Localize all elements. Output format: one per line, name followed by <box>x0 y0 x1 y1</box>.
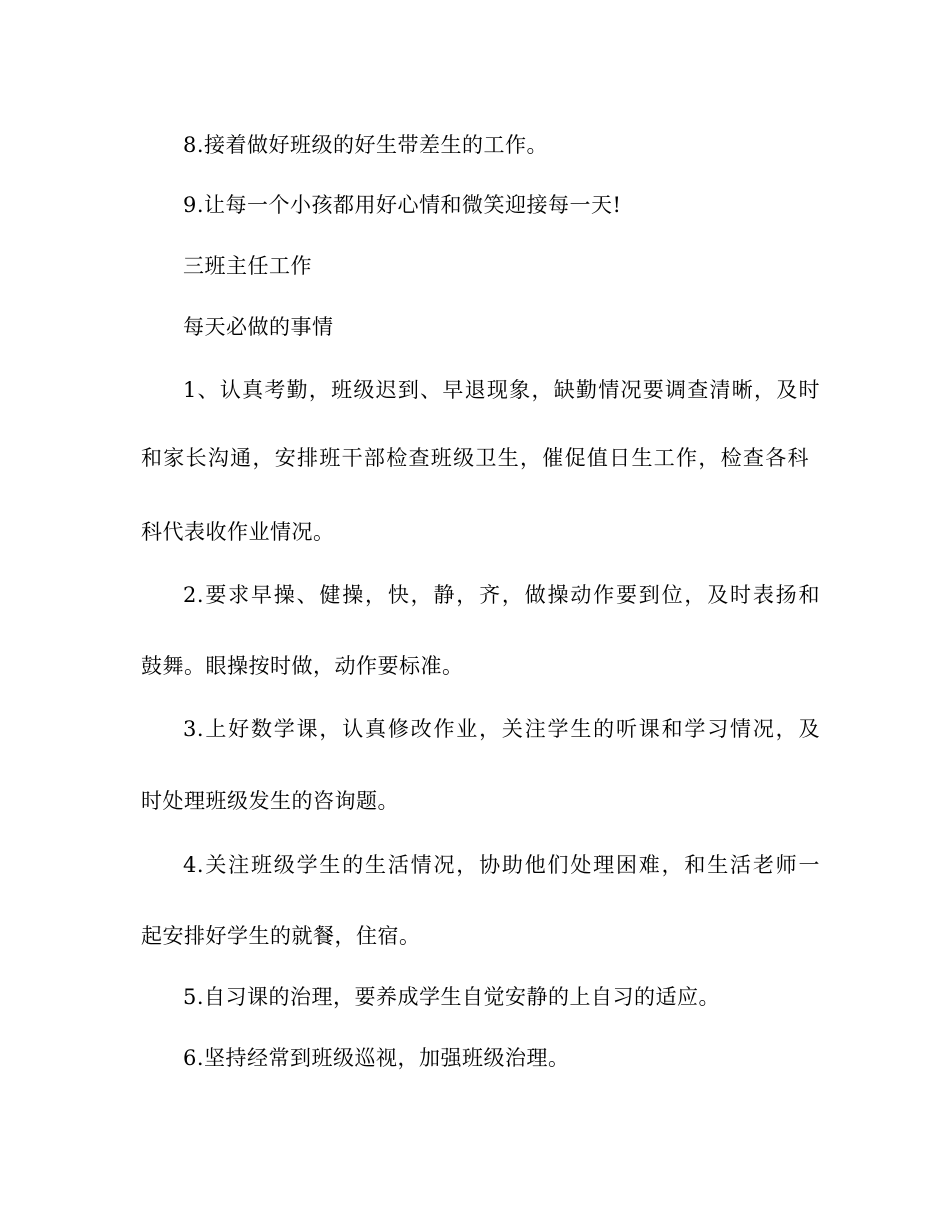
paragraph-item-9: 9.让每一个小孩都用好心情和微笑迎接每一天! <box>183 193 622 217</box>
paragraph-item-2-line-1: 2.要求早操、健操，快，静，齐，做操动作要到位，及时表扬和 <box>183 583 820 607</box>
paragraph-item-2-line-2: 鼓舞。眼操按时做，动作要标准。 <box>141 654 464 678</box>
paragraph-item-3-line-2: 时处理班级发生的咨询题。 <box>141 789 399 813</box>
section-heading: 三班主任工作 <box>183 254 312 278</box>
paragraph-item-3-line-1: 3.上好数学课，认真修改作业，关注学生的听课和学习情况，及 <box>183 717 820 741</box>
paragraph-item-1-line-1: 1、认真考勤，班级迟到、早退现象，缺勤情况要调查清晰，及时 <box>183 378 820 402</box>
paragraph-item-1-line-2: 和家长沟通，安排班干部检查班级卫生，催促值日生工作，检查各科 <box>141 446 809 470</box>
paragraph-item-6: 6.坚持经常到班级巡视，加强班级治理。 <box>183 1046 570 1070</box>
paragraph-item-8: 8.接着做好班级的好生带差生的工作。 <box>183 133 549 157</box>
paragraph-item-1-line-3: 科代表收作业情况。 <box>141 520 335 544</box>
paragraph-item-5: 5.自习课的治理，要养成学生自觉安静的上自习的适应。 <box>183 985 721 1009</box>
paragraph-item-4-line-2: 起安排好学生的就餐，住宿。 <box>141 924 421 948</box>
paragraph-item-4-line-1: 4.关注班级学生的生活情况，协助他们处理困难，和生活老师一 <box>183 853 820 877</box>
subsection-heading: 每天必做的事情 <box>183 315 334 339</box>
